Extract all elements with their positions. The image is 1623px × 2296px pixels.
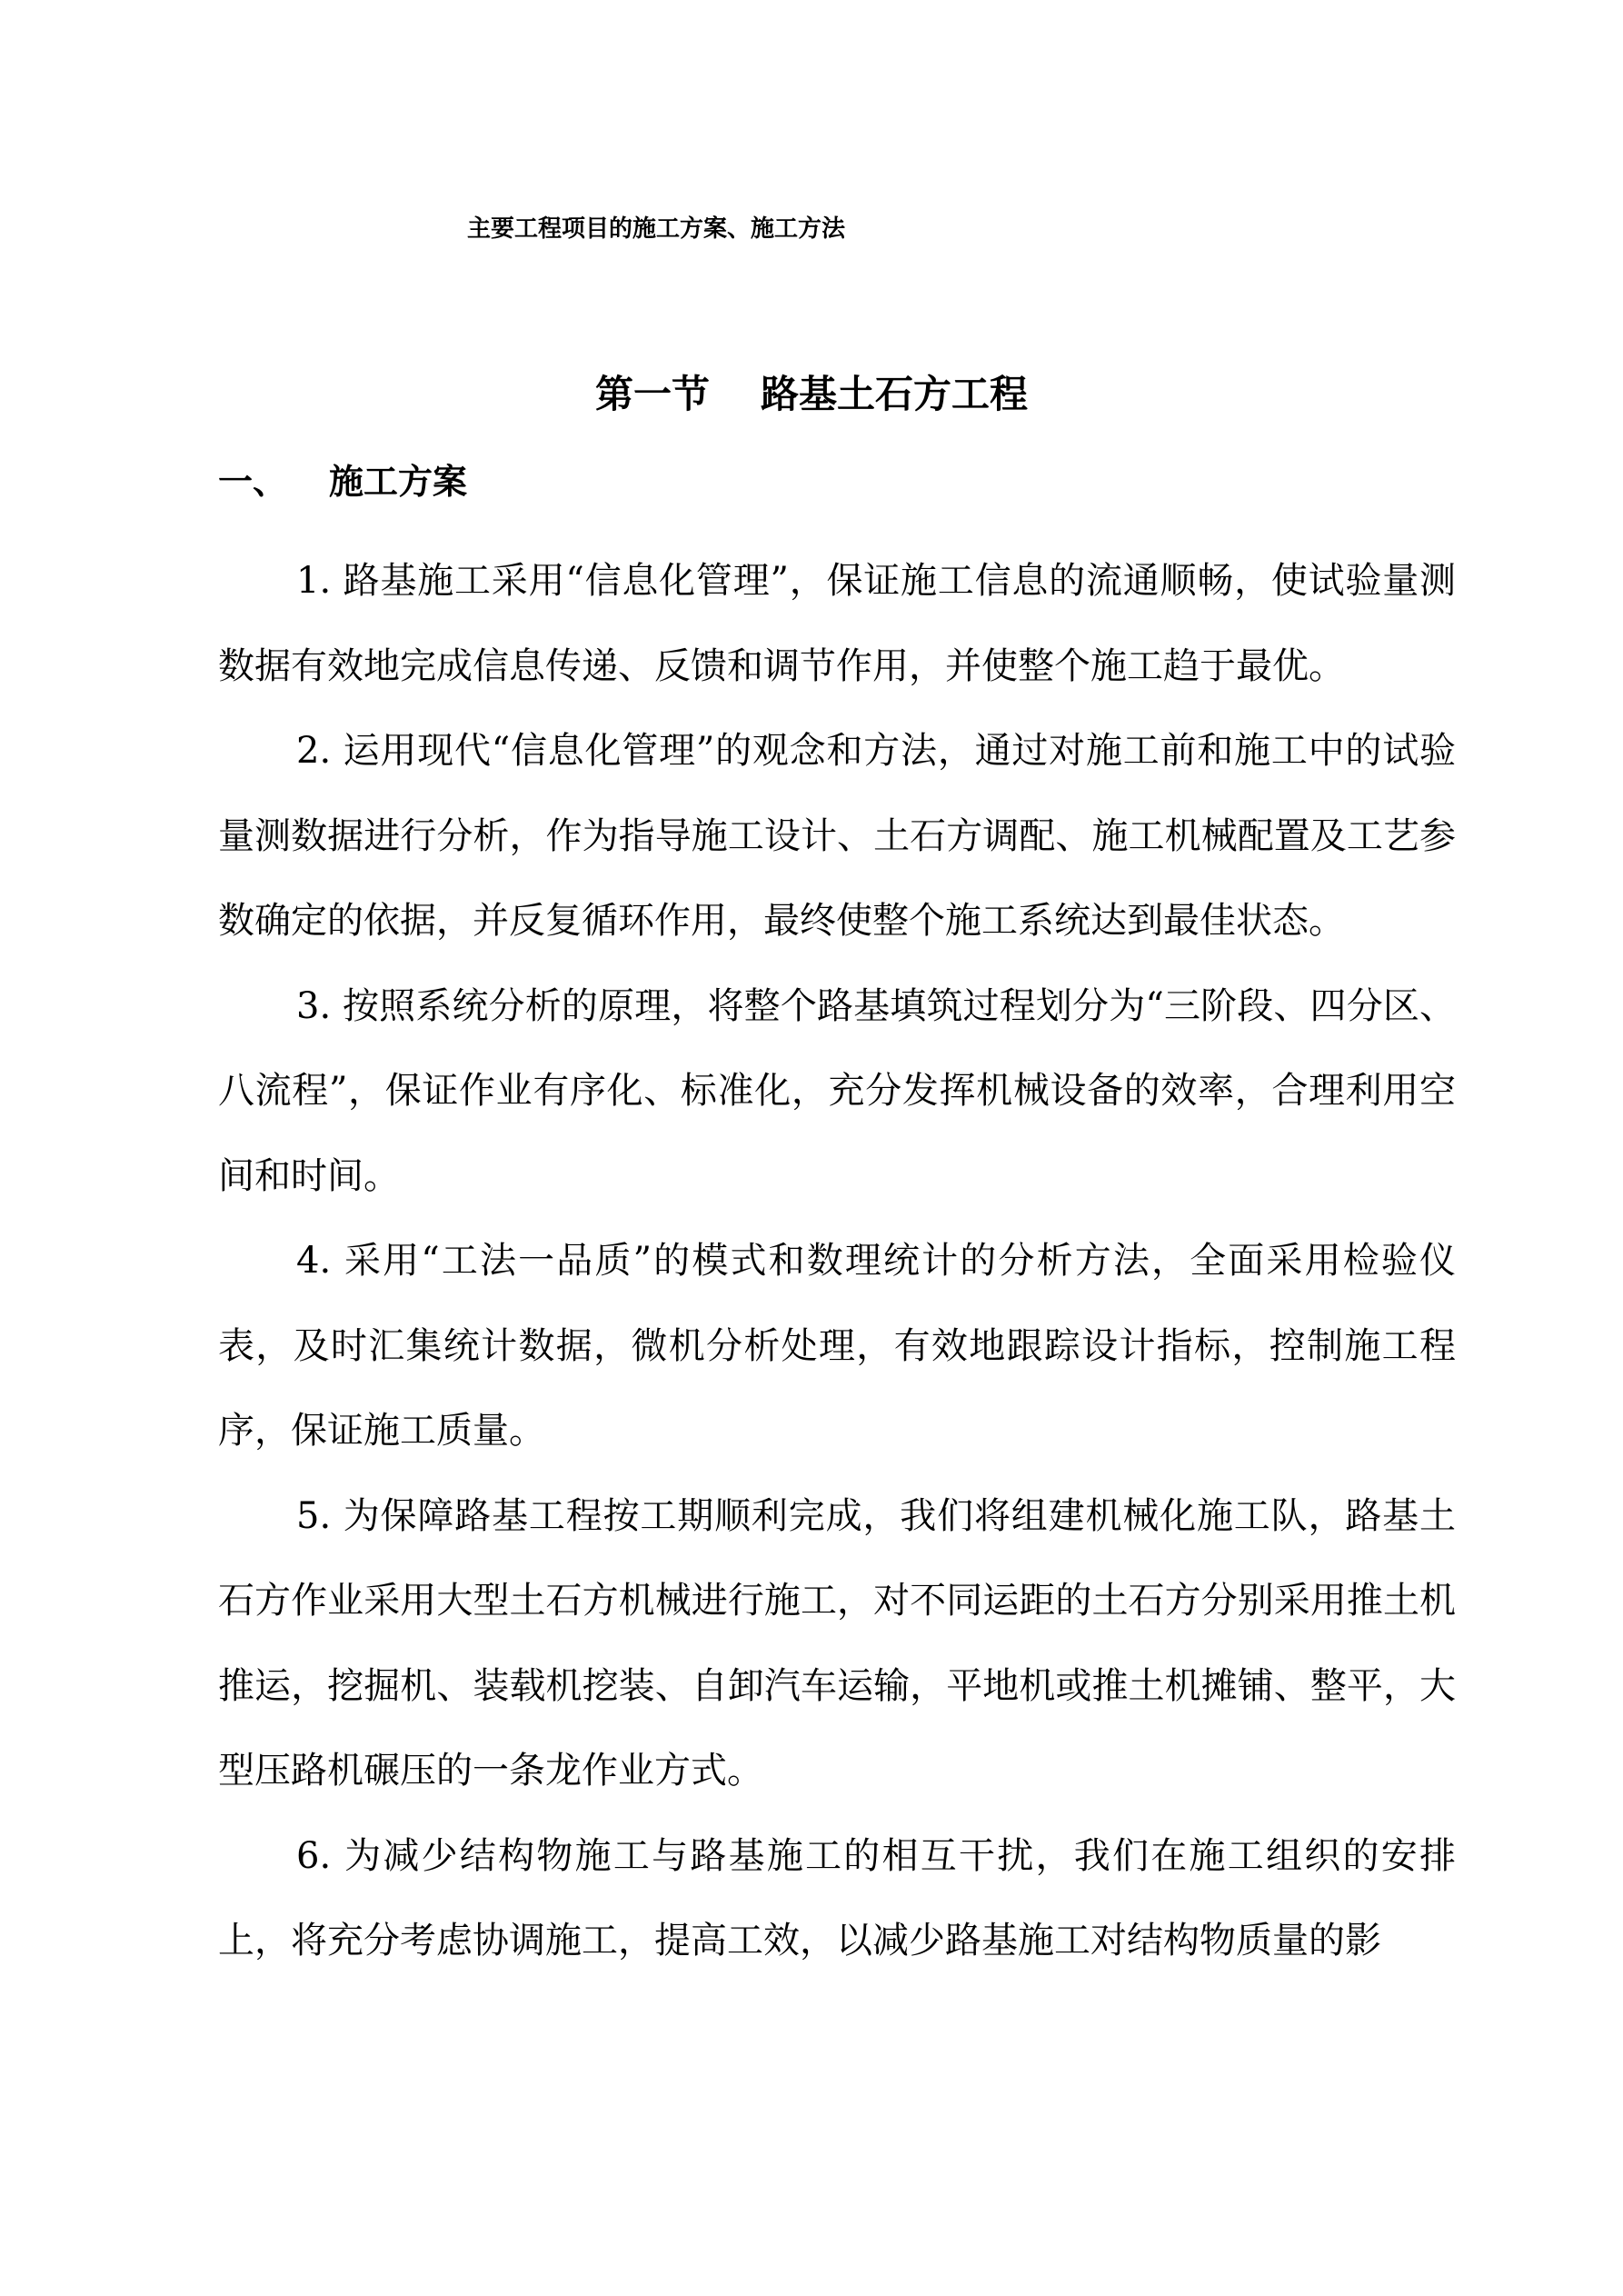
- document-header: 主要工程项目的施工方案、施工方法: [467, 215, 846, 243]
- paragraph-5: 5. 为保障路基工程按工期顺利完成，我们将组建机械化施工队，路基土石方作业采用大型土石方机械进行施工，对不同运距的土石方分别采用推土机推运，挖掘机、装载机挖装、自卸汽车运输，平地机或推土机摊铺、整平，大型压路机碾压的一条龙作业方式。: [218, 1494, 1456, 1792]
- body-text: [218, 539, 1456, 1984]
- subheading-title: 施工方案: [329, 462, 468, 502]
- paragraph-2: 2. 运用现代“信息化管理”的观念和方法，通过对施工前和施工中的试验量测数据进行分析，作为指导施工设计、土石方调配、施工机械配置及工艺参数确定的依据，并反复循环作用，最终使整个施工系统达到最佳状态。: [218, 730, 1456, 942]
- section-name: 路基土石方工程: [761, 372, 1029, 416]
- subheading: [218, 456, 467, 507]
- subheading-number: 一、: [218, 462, 288, 502]
- paragraph-6: 6. 为减少结构物施工与路基施工的相互干扰，我们在施工组织的安排上，将充分考虑协调施工，提高工效，以减少路基施工对结构物质量的影: [218, 1834, 1456, 1962]
- paragraph-3: 3. 按照系统分析的原理，将整个路基填筑过程划分为“三阶段、四分区、八流程”，保证作业有序化、标准化，充分发挥机械设备的效率，合理利用空间和时间。: [218, 984, 1456, 1197]
- section-number: 第一节: [594, 372, 710, 416]
- paragraph-1: 1. 路基施工采用“信息化管理”，保证施工信息的流通顺畅，使试验量测数据有效地完成信息传递、反馈和调节作用，并使整个施工趋于最优。: [218, 560, 1456, 687]
- paragraph-4: 4. 采用“工法一品质”的模式和数理统计的分析方法，全面采用检验仪表，及时汇集统计数据，微机分析处理，有效地跟踪设计指标，控制施工程序，保证施工质量。: [218, 1240, 1456, 1452]
- section-title: [0, 369, 1623, 420]
